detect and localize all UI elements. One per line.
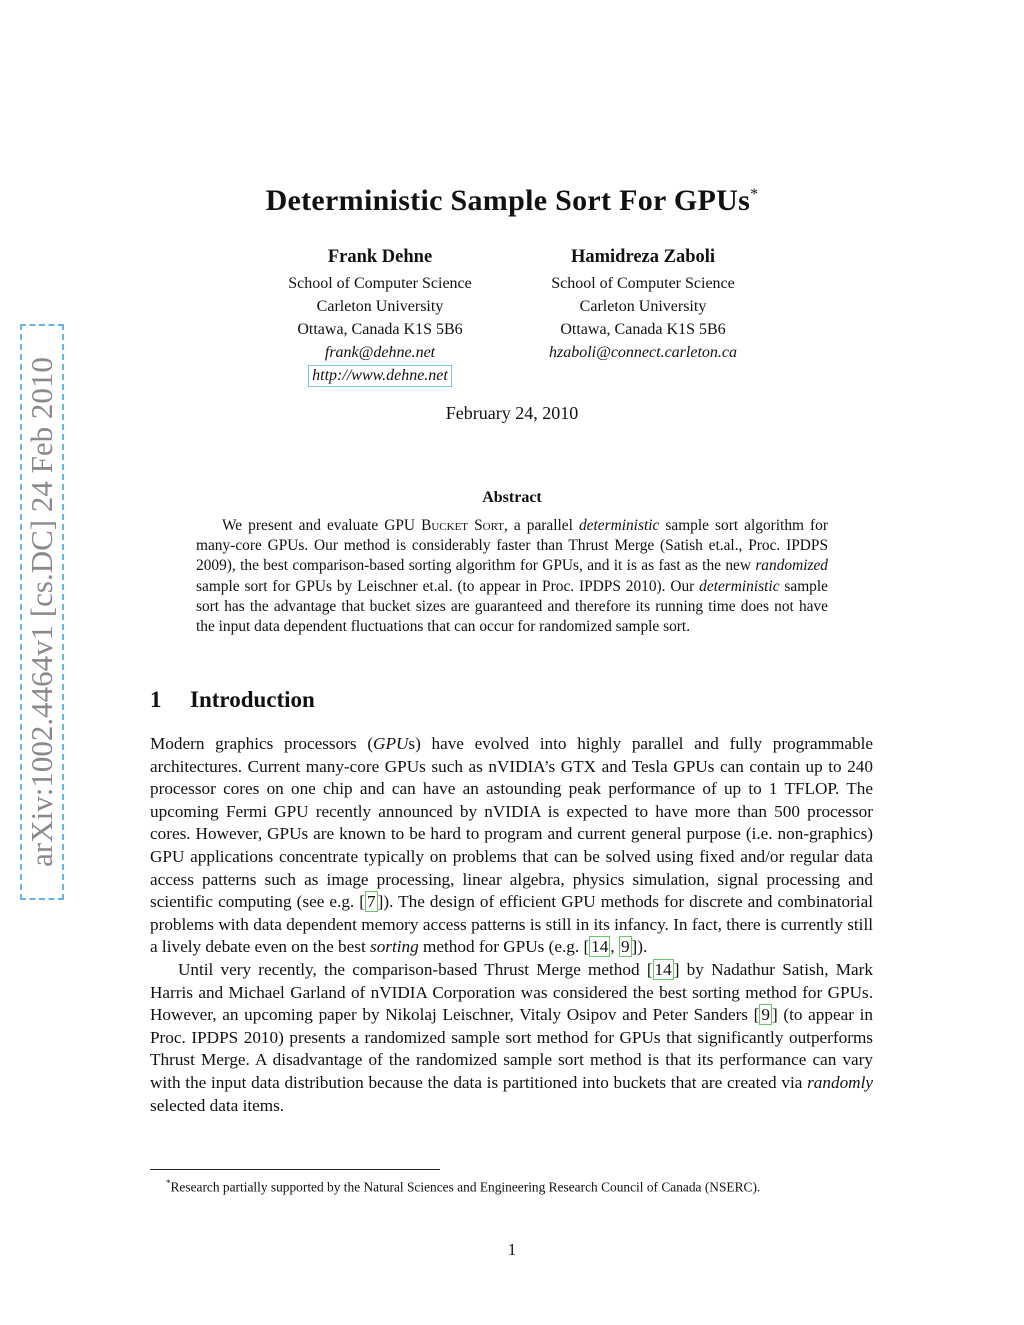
citation-link[interactable]: 14 [591,937,609,957]
paragraph: Modern graphics processors (GPUs) have evolved into highly parallel and fully programmable architectures. Current many-core GPUs such as nVIDIA’s GTX and Tesla GPUs can contain up to 240 processor cores on one chip and can have an astounding peak performance of up to 1 TFLOP. The upcoming Fermi GPU recently announced by nVIDIA is expected to have more than 500 processor cores. However, GPUs are known to be hard to program and current general purpose (i.e. non-graphics) GPU applications concentrate typically on problems that can be solved using fixed and/or regular data access patterns such as image processing, linear algebra, physics simulation, signal processing and scientific computing (see e.g. [ 7 ]). The design of efficient GPU methods for discrete and combinatorial problems with data dependent memory access patterns is still in its infancy. In fact, there is currently still a lively debate even on the best sorting method for GPUs (e.g. [ 14 , 9 ]). [150,734,873,957]
footnote [150,1174,873,1196]
author-block-2 [513,246,773,364]
title-footnote-mark: * [750,186,759,203]
citation-link[interactable]: 7 [367,892,376,912]
abstract-text: We present and evaluate GPU Bucket Sort, a parallel deterministic sample sort algorithm for many-core GPUs. Our method is considerably faster than Thrust Merge (Satish et.al., Proc. IPDPS 2009), the best comparison-based sorting algorithm for GPUs, and it is as fast as the new randomized sample sort for GPUs by Leischner et.al. (to appear in Proc. IPDPS 2010). Our deterministic sample sort has the advantage that bucket sizes are guaranteed and therefore its running time does not have the input data dependent fluctuations that can occur for randomized sample sort. [196,517,828,636]
section-body [150,733,873,1117]
section-title: Introduction [190,687,315,712]
section-number: 1 [150,687,162,712]
citation-link[interactable]: 14 [654,959,672,979]
author-name: Hamidreza Zaboli [570,247,716,267]
footnote-text: Research partially supported by the Natural Sciences and Engineering Research Council of Canada (NSERC). [170,1179,761,1195]
author-department: School of Computer Science [551,275,735,292]
paper-date: February 24, 2010 [445,403,579,423]
arxiv-stamp-text: arXiv:1002.4464v1 [cs.DC] 24 Feb 2010 [24,357,60,867]
paper-title-text: Deterministic Sample Sort For GPUs [265,184,751,217]
author-address: Ottawa, Canada K1S 5B6 [297,321,463,338]
author-block-1 [250,246,510,387]
author-university: Carleton University [579,298,707,315]
author-department: School of Computer Science [288,275,472,292]
section-heading [150,687,315,713]
author-email: hzaboli@connect.carleton.ca [548,344,737,361]
paper-title [0,184,1024,218]
author-name: Frank Dehne [327,247,433,267]
paragraph: Until very recently, the comparison-based Thrust Merge method [ 14 ] by Nadathur Satish, Mark Harris and Michael Garland of nVIDIA Corporation was considered the best sorting method for GPUs. However, an upcoming paper by Nikolaj Leischner, Vitaly Osipov and Peter Sanders [ 9 ] (to appear in Proc. IPDPS 2010) presents a randomized sample sort method for GPUs that significantly outperforms Thrust Merge. A disadvantage of the randomized sample sort method is that its performance can vary with the input data distribution because the data is partitioned into buckets that are created via randomly selected data items. [150,959,874,1115]
footnote-mark: * [166,1178,171,1188]
author-homepage-link[interactable]: http://www.dehne.net [308,365,452,387]
algorithm-name: Bucket Sort [421,517,504,534]
author-email: frank@dehne.net [324,344,436,361]
citation-link[interactable]: 9 [620,937,630,957]
citation-link[interactable]: 9 [761,1005,770,1025]
author-address: Ottawa, Canada K1S 5B6 [560,321,726,338]
author-university: Carleton University [316,298,444,315]
footnote-divider [150,1169,440,1170]
abstract-heading: Abstract [482,489,542,506]
page-number: 1 [507,1240,517,1259]
